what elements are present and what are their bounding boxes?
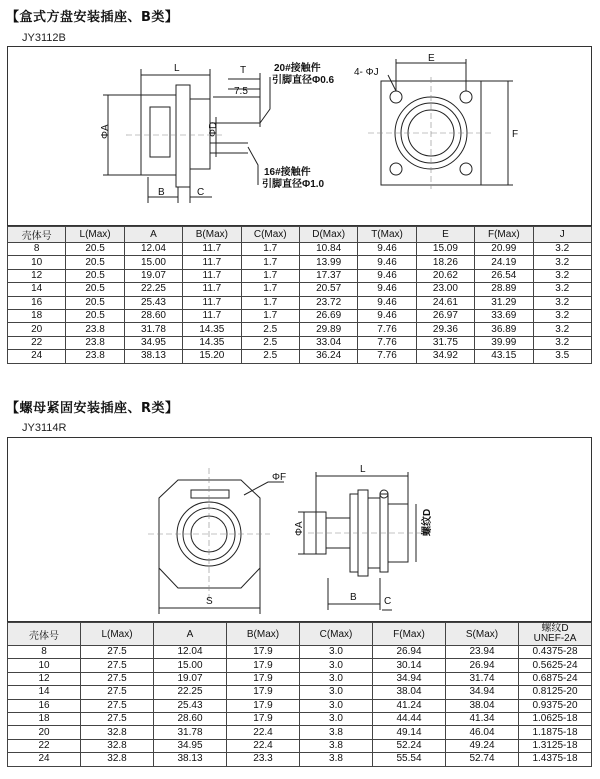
table-cell: 52.24	[373, 739, 446, 752]
table-cell: 43.15	[475, 350, 533, 363]
r-type-drawing-svg	[8, 438, 591, 621]
table-cell: 15.00	[124, 256, 182, 269]
table-cell: 20.62	[416, 269, 474, 282]
table-row	[8, 739, 592, 752]
table-cell: 26.94	[373, 646, 446, 659]
table-cell: 7.76	[358, 323, 416, 336]
table-cell: 3.0	[300, 659, 373, 672]
table-row	[8, 283, 592, 296]
table-row	[8, 256, 592, 269]
table-cell: 31.78	[124, 323, 182, 336]
table-cell: 11.7	[183, 296, 241, 309]
table-cell: 11.7	[183, 309, 241, 322]
table-row	[8, 726, 592, 739]
table-cell: 38.04	[373, 686, 446, 699]
table-cell: 9.46	[358, 296, 416, 309]
table-cell: 20.5	[66, 269, 124, 282]
table-cell: 15.09	[416, 243, 474, 256]
section2-model: JY3114R	[22, 422, 67, 434]
table-cell: 2.5	[241, 323, 299, 336]
table-cell: 3.0	[300, 646, 373, 659]
b-rear-shell	[190, 99, 210, 169]
r-label-S: S	[206, 596, 213, 607]
b-type-drawing-svg	[8, 47, 591, 225]
table-header-row	[8, 623, 592, 646]
table-cell: 0.8125-20	[519, 686, 592, 699]
table-cell: 11.7	[183, 269, 241, 282]
table-cell: 17.9	[227, 659, 300, 672]
table-cell: 22	[8, 336, 66, 349]
table-cell: 20.57	[299, 283, 357, 296]
table-cell: 0.6875-24	[519, 672, 592, 685]
table-cell: 27.5	[81, 672, 154, 685]
b-label-L: L	[174, 63, 180, 74]
b-label-C: C	[197, 187, 205, 198]
table-cell: 3.5	[533, 350, 591, 363]
r-label-thread: 螺纹D	[422, 508, 433, 536]
table-row	[8, 296, 592, 309]
table-cell: 1.7	[241, 296, 299, 309]
table-header-cell: F(Max)	[373, 623, 446, 646]
table-cell: 20.5	[66, 256, 124, 269]
b-pin20-count: 20#接触件	[274, 63, 321, 74]
table-cell: 31.29	[475, 296, 533, 309]
table-cell: 28.60	[154, 712, 227, 725]
r-label-phiF: ΦF	[272, 472, 287, 483]
table-cell: 9.46	[358, 283, 416, 296]
table-cell: 14	[8, 686, 81, 699]
table-cell: 9.46	[358, 256, 416, 269]
table-cell: 1.7	[241, 309, 299, 322]
table-row	[8, 243, 592, 256]
table-header-cell: A	[124, 227, 182, 243]
table-cell: 12.04	[124, 243, 182, 256]
b-hole-tr	[460, 91, 472, 103]
table-cell: 27.5	[81, 699, 154, 712]
table-header-cell: L(Max)	[66, 227, 124, 243]
table-cell: 9.46	[358, 269, 416, 282]
table-cell: 14	[8, 283, 66, 296]
table-row	[8, 686, 592, 699]
table-cell: 23.3	[227, 753, 300, 766]
table-cell: 25.43	[154, 699, 227, 712]
section2-table	[7, 622, 592, 767]
table-cell: 23.8	[66, 350, 124, 363]
table-cell: 26.69	[299, 309, 357, 322]
table-cell: 1.0625-18	[519, 712, 592, 725]
table-row	[8, 323, 592, 336]
table-row	[8, 753, 592, 766]
table-cell: 26.97	[416, 309, 474, 322]
table-cell: 34.95	[154, 739, 227, 752]
table-cell: 10.84	[299, 243, 357, 256]
table-cell: 3.2	[533, 256, 591, 269]
table-cell: 3.2	[533, 309, 591, 322]
table-cell: 3.8	[300, 753, 373, 766]
table-cell: 33.04	[299, 336, 357, 349]
table-cell: 2.5	[241, 336, 299, 349]
table-cell: 2.5	[241, 350, 299, 363]
table-cell: 38.04	[446, 699, 519, 712]
table-cell: 10	[8, 659, 81, 672]
table-cell: 38.13	[124, 350, 182, 363]
table-cell: 24.19	[475, 256, 533, 269]
table-header-cell: F(Max)	[475, 227, 533, 243]
table-cell: 17.9	[227, 712, 300, 725]
table-row	[8, 712, 592, 725]
table-cell: 20.5	[66, 243, 124, 256]
b-hole-br	[460, 163, 472, 175]
table-cell: 1.7	[241, 256, 299, 269]
table-cell: 19.07	[124, 269, 182, 282]
table-cell: 44.44	[373, 712, 446, 725]
table-cell: 3.2	[533, 269, 591, 282]
table-cell: 36.24	[299, 350, 357, 363]
table-cell: 3.2	[533, 283, 591, 296]
table-cell: 41.34	[446, 712, 519, 725]
table-cell: 20.5	[66, 296, 124, 309]
table-cell: 20	[8, 323, 66, 336]
table-cell: 18.26	[416, 256, 474, 269]
table-cell: 17.37	[299, 269, 357, 282]
table-cell: 20.99	[475, 243, 533, 256]
table-cell: 1.3125-18	[519, 739, 592, 752]
table-cell: 49.24	[446, 739, 519, 752]
table-header-line: UNEF-2A	[533, 633, 577, 644]
table-row	[8, 672, 592, 685]
table-cell: 17.9	[227, 646, 300, 659]
table-cell: 12	[8, 672, 81, 685]
table-cell: 11.7	[183, 283, 241, 296]
table-cell: 24.61	[416, 296, 474, 309]
table-cell: 1.4375-18	[519, 753, 592, 766]
table-cell: 30.14	[373, 659, 446, 672]
r-label-L: L	[360, 464, 366, 475]
section1-title: 【盒式方盘安装插座、B类】	[6, 10, 179, 25]
b-hole-tl	[390, 91, 402, 103]
table-cell: 11.7	[183, 256, 241, 269]
table-cell: 31.74	[446, 672, 519, 685]
table-cell: 3.0	[300, 712, 373, 725]
table-header-cell: A	[154, 623, 227, 646]
table-cell: 27.5	[81, 686, 154, 699]
table-cell: 3.0	[300, 686, 373, 699]
table-cell: 12	[8, 269, 66, 282]
table-cell: 1.7	[241, 269, 299, 282]
b-label-phiD: ΦD	[208, 121, 219, 137]
table-row	[8, 350, 592, 363]
table-row	[8, 646, 592, 659]
b-label-E: E	[428, 53, 435, 64]
table-cell: 28.60	[124, 309, 182, 322]
table-cell: 28.89	[475, 283, 533, 296]
table-cell: 0.9375-20	[519, 699, 592, 712]
table-cell: 0.4375-28	[519, 646, 592, 659]
table-cell: 15.20	[183, 350, 241, 363]
b-label-T: T	[240, 65, 247, 76]
table-cell: 20	[8, 726, 81, 739]
table-header-cell: S(Max)	[446, 623, 519, 646]
b-pin16-dia: 引脚直径Φ1.0	[262, 179, 325, 190]
table-cell: 23.8	[66, 336, 124, 349]
table-header-cell: C(Max)	[300, 623, 373, 646]
table-cell: 11.7	[183, 243, 241, 256]
section1-table	[7, 226, 592, 364]
table-row	[8, 659, 592, 672]
table-cell: 26.94	[446, 659, 519, 672]
table-header-cell: 壳体号	[8, 623, 81, 646]
table-cell: 14.35	[183, 323, 241, 336]
table-cell: 20.5	[66, 309, 124, 322]
table-cell: 14.35	[183, 336, 241, 349]
table-cell: 22.4	[227, 739, 300, 752]
b-label-holes: 4- ΦJ	[354, 67, 379, 78]
table-cell: 19.07	[154, 672, 227, 685]
r-label-C: C	[384, 596, 392, 607]
table-cell: 22.25	[154, 686, 227, 699]
b-pin20-dia: 引脚直径Φ0.6	[272, 75, 335, 86]
table-header-row	[8, 227, 592, 243]
table-cell: 23.8	[66, 323, 124, 336]
table-row	[8, 269, 592, 282]
table-cell: 49.14	[373, 726, 446, 739]
r-front-hex	[159, 480, 260, 588]
table-cell: 1.7	[241, 243, 299, 256]
table-cell: 41.24	[373, 699, 446, 712]
table-cell: 3.0	[300, 699, 373, 712]
table-cell: 18	[8, 712, 81, 725]
table-cell: 13.99	[299, 256, 357, 269]
table-cell: 34.94	[446, 686, 519, 699]
table-row	[8, 309, 592, 322]
table-cell: 25.43	[124, 296, 182, 309]
table-cell: 7.76	[358, 350, 416, 363]
table-cell: 15.00	[154, 659, 227, 672]
table-cell: 17.9	[227, 686, 300, 699]
table-header-cell: E	[416, 227, 474, 243]
table-cell: 3.2	[533, 323, 591, 336]
table-cell: 7.76	[358, 336, 416, 349]
table-header-cell: J	[533, 227, 591, 243]
r-label-B: B	[350, 592, 357, 603]
table-cell: 26.54	[475, 269, 533, 282]
table-cell: 17.9	[227, 672, 300, 685]
table-header-line: 螺纹D	[541, 623, 569, 634]
table-cell: 22.25	[124, 283, 182, 296]
table-cell: 3.2	[533, 243, 591, 256]
table-cell: 23.72	[299, 296, 357, 309]
table-cell: 24	[8, 753, 81, 766]
b-pin16-count: 16#接触件	[264, 167, 311, 178]
table-row	[8, 699, 592, 712]
table-cell: 3.2	[533, 336, 591, 349]
b-hole-bl	[390, 163, 402, 175]
table-header-cell: 壳体号	[8, 227, 66, 243]
table-cell: 34.95	[124, 336, 182, 349]
section1-model: JY3112B	[22, 32, 66, 44]
table-cell: 52.74	[446, 753, 519, 766]
table-cell: 12.04	[154, 646, 227, 659]
table-header-cell: D(Max)	[299, 227, 357, 243]
table-cell: 16	[8, 699, 81, 712]
table-cell: 16	[8, 296, 66, 309]
table-cell: 27.5	[81, 712, 154, 725]
b-flange	[176, 85, 190, 187]
table-header-cell: L(Max)	[81, 623, 154, 646]
table-cell: 20.5	[66, 283, 124, 296]
section2-title: 【螺母紧固安装插座、R类】	[6, 401, 179, 416]
table-cell: 32.8	[81, 739, 154, 752]
table-cell: 23.94	[446, 646, 519, 659]
table-cell: 1.1875-18	[519, 726, 592, 739]
table-cell: 32.8	[81, 753, 154, 766]
b-label-F: F	[512, 129, 519, 140]
table-cell: 22.4	[227, 726, 300, 739]
table-cell: 34.94	[373, 672, 446, 685]
table-cell: 24	[8, 350, 66, 363]
table-row	[8, 336, 592, 349]
table-header-cell: B(Max)	[227, 623, 300, 646]
b-insert	[150, 107, 170, 157]
table-cell: 3.8	[300, 726, 373, 739]
table-cell: 23.00	[416, 283, 474, 296]
table-cell: 10	[8, 256, 66, 269]
table-cell: 9.46	[358, 243, 416, 256]
table-cell: 29.89	[299, 323, 357, 336]
table-cell: 34.92	[416, 350, 474, 363]
b-label-7-5: 7.5	[234, 86, 248, 97]
table-cell: 31.75	[416, 336, 474, 349]
table-cell: 27.5	[81, 659, 154, 672]
table-header-cell: T(Max)	[358, 227, 416, 243]
table-cell: 9.46	[358, 309, 416, 322]
table-cell: 36.89	[475, 323, 533, 336]
table-cell: 55.54	[373, 753, 446, 766]
b-label-phiA: ΦA	[100, 124, 111, 139]
table-cell: 0.5625-24	[519, 659, 592, 672]
table-cell: 33.69	[475, 309, 533, 322]
table-cell: 3.0	[300, 672, 373, 685]
table-cell: 8	[8, 646, 81, 659]
table-header-cell	[519, 623, 592, 646]
table-cell: 46.04	[446, 726, 519, 739]
b-label-B: B	[158, 187, 165, 198]
table-cell: 32.8	[81, 726, 154, 739]
table-cell: 39.99	[475, 336, 533, 349]
table-cell: 17.9	[227, 699, 300, 712]
table-cell: 1.7	[241, 283, 299, 296]
section2-drawing	[7, 437, 592, 622]
table-cell: 27.5	[81, 646, 154, 659]
table-cell: 18	[8, 309, 66, 322]
table-cell: 3.2	[533, 296, 591, 309]
section1-drawing	[7, 46, 592, 226]
table-cell: 8	[8, 243, 66, 256]
table-header-cell: B(Max)	[183, 227, 241, 243]
table-cell: 38.13	[154, 753, 227, 766]
table-cell: 22	[8, 739, 81, 752]
r-label-phiA: ΦA	[294, 521, 305, 536]
table-cell: 29.36	[416, 323, 474, 336]
table-cell: 31.78	[154, 726, 227, 739]
table-header-cell: C(Max)	[241, 227, 299, 243]
table-cell: 3.8	[300, 739, 373, 752]
